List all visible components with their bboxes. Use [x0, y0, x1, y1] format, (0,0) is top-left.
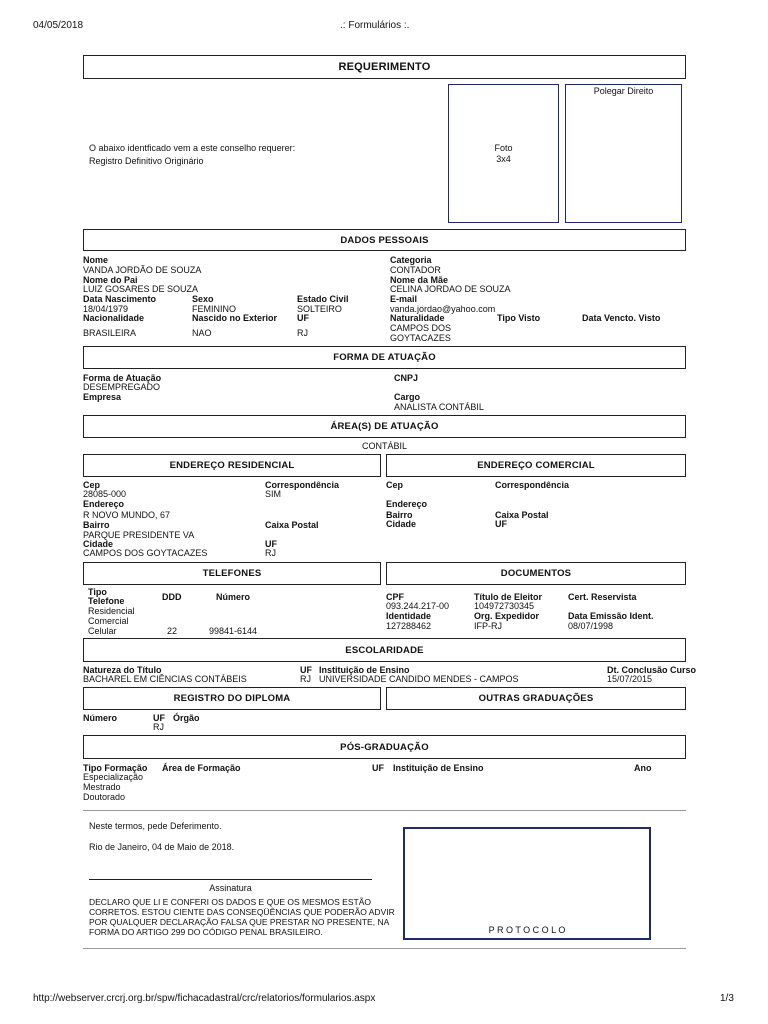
com-uf-label: UF — [495, 519, 507, 529]
cargo-label: Cargo — [394, 392, 421, 402]
pai-label: Nome do Pai — [83, 275, 138, 285]
pos-row-doutorado: Doutorado — [83, 792, 126, 802]
res-caixa-label: Caixa Postal — [265, 520, 319, 530]
email-value: vanda.jordao@yahoo.com — [390, 304, 496, 314]
pos-row-especializacao: Especialização — [83, 772, 144, 782]
tel-celular-numero: 99841-6144 — [209, 626, 258, 636]
pos-instituicao-label: Instituição de Ensino — [393, 763, 484, 773]
identidade-label: Identidade — [386, 611, 432, 621]
tel-row-celular: Celular — [88, 626, 117, 636]
titulo-eleitor-value: 104972730345 — [474, 601, 535, 611]
cargo-value: ANALISTA CONTÁBIL — [394, 402, 484, 412]
categoria-label: Categoria — [390, 255, 432, 265]
forma-atuacao-value: DESEMPREGADO — [83, 382, 161, 392]
esc-uf-value: RJ — [300, 674, 311, 684]
diploma-orgao-label: Órgão — [173, 713, 200, 723]
res-cep-value: 28085-000 — [83, 489, 127, 499]
endereco-residencial-title: ENDEREÇO RESIDENCIAL — [83, 454, 381, 477]
titulo-eleitor-label: Título de Eleitor — [474, 592, 543, 602]
exterior-value: NAO — [192, 328, 212, 338]
pos-graduacao-title: PÓS-GRADUAÇÃO — [83, 735, 686, 759]
res-corr-label: Correspondência — [265, 480, 340, 490]
res-cidade-label: Cidade — [83, 539, 114, 549]
instituicao-value: UNIVERSIDADE CANDIDO MENDES - CAMPOS — [319, 674, 519, 684]
res-uf-value: RJ — [265, 548, 276, 558]
emissao-value: 08/07/1998 — [568, 621, 614, 631]
pai-value: LUIZ GOSARES DE SOUZA — [83, 284, 199, 294]
tel-celular-ddd: 22 — [167, 626, 178, 636]
email-label: E-mail — [390, 294, 418, 304]
signature-line — [89, 879, 372, 880]
protocolo-box — [403, 827, 651, 940]
conclusao-label: Dt. Conclusão Curso — [607, 665, 697, 675]
termos-text: Neste termos, pede Deferimento. — [89, 821, 222, 831]
areas-atuacao-title: ÁREA(S) DE ATUAÇÃO — [83, 415, 686, 438]
res-bairro-value: PARQUE PRESIDENTE VA — [83, 530, 195, 540]
natureza-value: BACHAREL EM CIÊNCIAS CONTÁBEIS — [83, 674, 247, 684]
nacionalidade-value: BRASILEIRA — [83, 328, 137, 338]
estado-civil-value: SOLTEIRO — [297, 304, 342, 314]
declaracao-line-1: DECLARO QUE LI E CONFERI OS DADOS E QUE OS MESMOS ESTÃO — [89, 897, 371, 907]
declaracao-line-4: FORMA DO ARTIGO 299 DO CÓDIGO PENAL BRASILEIRO. — [89, 927, 323, 937]
thumbprint-label: Polegar Direito — [593, 86, 654, 96]
res-bairro-label: Bairro — [83, 520, 110, 530]
escolaridade-title: ESCOLARIDADE — [83, 638, 686, 662]
thumbprint-box — [565, 84, 682, 223]
identidade-value: 127288462 — [386, 621, 432, 631]
com-corr-label: Correspondência — [495, 480, 570, 490]
categoria-value: CONTADOR — [390, 265, 441, 275]
res-uf-label: UF — [265, 539, 277, 549]
print-page-number: 1/3 — [720, 993, 734, 1004]
pos-tipo-label: Tipo Formação — [83, 763, 148, 773]
pos-uf-label: UF — [372, 763, 384, 773]
com-cidade-label: Cidade — [386, 519, 417, 529]
forma-atuacao-label: Forma de Atuação — [83, 373, 162, 383]
registro-diploma-title: REGISTRO DO DIPLOMA — [83, 687, 381, 710]
telefones-title: TELEFONES — [83, 562, 381, 585]
estado-civil-label: Estado Civil — [297, 294, 349, 304]
divider-bottom — [83, 948, 686, 949]
tel-ddd-label: DDD — [162, 592, 182, 602]
print-title: .: Formulários :. — [340, 20, 410, 31]
res-endereco-label: Endereço — [83, 499, 125, 509]
sexo-value: FEMININO — [192, 304, 236, 314]
diploma-uf-value: RJ — [153, 722, 164, 732]
expedidor-label: Org. Expedidor — [474, 611, 540, 621]
tel-numero-label: Número — [216, 592, 251, 602]
nome-value: VANDA JORDÃO DE SOUZA — [83, 265, 202, 275]
endereco-comercial-title: ENDEREÇO COMERCIAL — [386, 454, 686, 477]
tel-telefone-label: Telefone — [88, 596, 125, 606]
emissao-label: Data Emissão Ident. — [568, 611, 654, 621]
requerimento-title: REQUERIMENTO — [83, 55, 686, 79]
tel-tipo-label: Tipo — [88, 587, 107, 597]
nome-label: Nome — [83, 255, 109, 265]
res-cep-label: Cep — [83, 480, 101, 490]
local-data-text: Rio de Janeiro, 04 de Maio de 2018. — [89, 842, 235, 852]
diploma-uf-label: UF — [153, 713, 165, 723]
res-cidade-value: CAMPOS DOS GOYTACAZES — [83, 548, 208, 558]
uf-nasc-value: RJ — [297, 328, 308, 338]
requerimento-tipo: Registro Definitivo Originário — [89, 156, 204, 166]
res-endereco-value: R NOVO MUNDO, 67 — [83, 510, 171, 520]
com-endereco-label: Endereço — [386, 499, 428, 509]
documentos-title: DOCUMENTOS — [386, 562, 686, 585]
res-corr-value: SIM — [265, 489, 282, 499]
nascimento-label: Data Nascimento — [83, 294, 157, 304]
print-url: http://webserver.crcrj.org.br/spw/fichacadastral/crc/relatorios/formularios.aspx — [33, 993, 376, 1004]
empresa-label: Empresa — [83, 392, 122, 402]
dados-pessoais-title: DADOS PESSOAIS — [83, 229, 686, 251]
com-caixa-label: Caixa Postal — [495, 510, 549, 520]
com-cep-label: Cep — [386, 480, 404, 490]
tipo-visto-label: Tipo Visto — [497, 313, 541, 323]
uf-nasc-label: UF — [297, 313, 309, 323]
nacionalidade-label: Nacionalidade — [83, 313, 145, 323]
area-atuacao-value: CONTÁBIL — [361, 441, 407, 451]
cnpj-label: CNPJ — [394, 373, 419, 383]
conclusao-value: 15/07/2015 — [607, 674, 653, 684]
requerimento-intro: O abaixo identficado vem a este conselho requerer: — [89, 143, 296, 153]
photo-size: 3x4 — [496, 154, 511, 164]
photo-label: Foto — [494, 143, 513, 153]
assinatura-label: Assinatura — [209, 883, 252, 893]
mae-value: CELINA JORDAO DE SOUZA — [390, 284, 511, 294]
esc-uf-label: UF — [300, 665, 312, 675]
exterior-label: Nascido no Exterior — [192, 313, 278, 323]
tel-row-residencial: Residencial — [88, 606, 135, 616]
tel-row-comercial: Comercial — [88, 616, 129, 626]
instituicao-label: Instituição de Ensino — [319, 665, 410, 675]
sexo-label: Sexo — [192, 294, 214, 304]
reservista-label: Cert. Reservista — [568, 592, 637, 602]
mae-label: Nome da Mãe — [390, 275, 449, 285]
forma-atuacao-title: FORMA DE ATUAÇÃO — [83, 346, 686, 369]
naturalidade-value-1: CAMPOS DOS — [390, 323, 452, 333]
diploma-numero-label: Número — [83, 713, 118, 723]
print-date: 04/05/2018 — [33, 20, 84, 31]
natureza-label: Natureza do Título — [83, 665, 162, 675]
photo-box — [448, 84, 559, 223]
cpf-value: 093.244.217-00 — [386, 601, 450, 611]
naturalidade-label: Naturalidade — [390, 313, 445, 323]
com-bairro-label: Bairro — [386, 510, 413, 520]
declaracao-line-2: CORRETOS. ESTOU CIENTE DAS CONSEQÜÊNCIAS QUE PODERÃO ADVIR — [89, 907, 395, 917]
declaracao-line-3: POR QUALQUER DECLARAÇÃO FALSA QUE PRESTAR NO PRESENTE, NA — [89, 917, 390, 927]
cpf-label: CPF — [386, 592, 404, 602]
nascimento-value: 18/04/1979 — [83, 304, 129, 314]
pos-row-mestrado: Mestrado — [83, 782, 121, 792]
outras-graduacoes-title: OUTRAS GRADUAÇÕES — [386, 687, 686, 710]
divider-top — [83, 810, 686, 811]
protocolo-label: P R O T O C O L O — [488, 925, 566, 935]
expedidor-value: IFP-RJ — [474, 621, 502, 631]
naturalidade-value-2: GOYTACAZES — [390, 333, 451, 343]
pos-ano-label: Ano — [634, 763, 652, 773]
pos-area-label: Área de Formação — [162, 763, 241, 773]
vencto-visto-label: Data Vencto. Visto — [582, 313, 661, 323]
